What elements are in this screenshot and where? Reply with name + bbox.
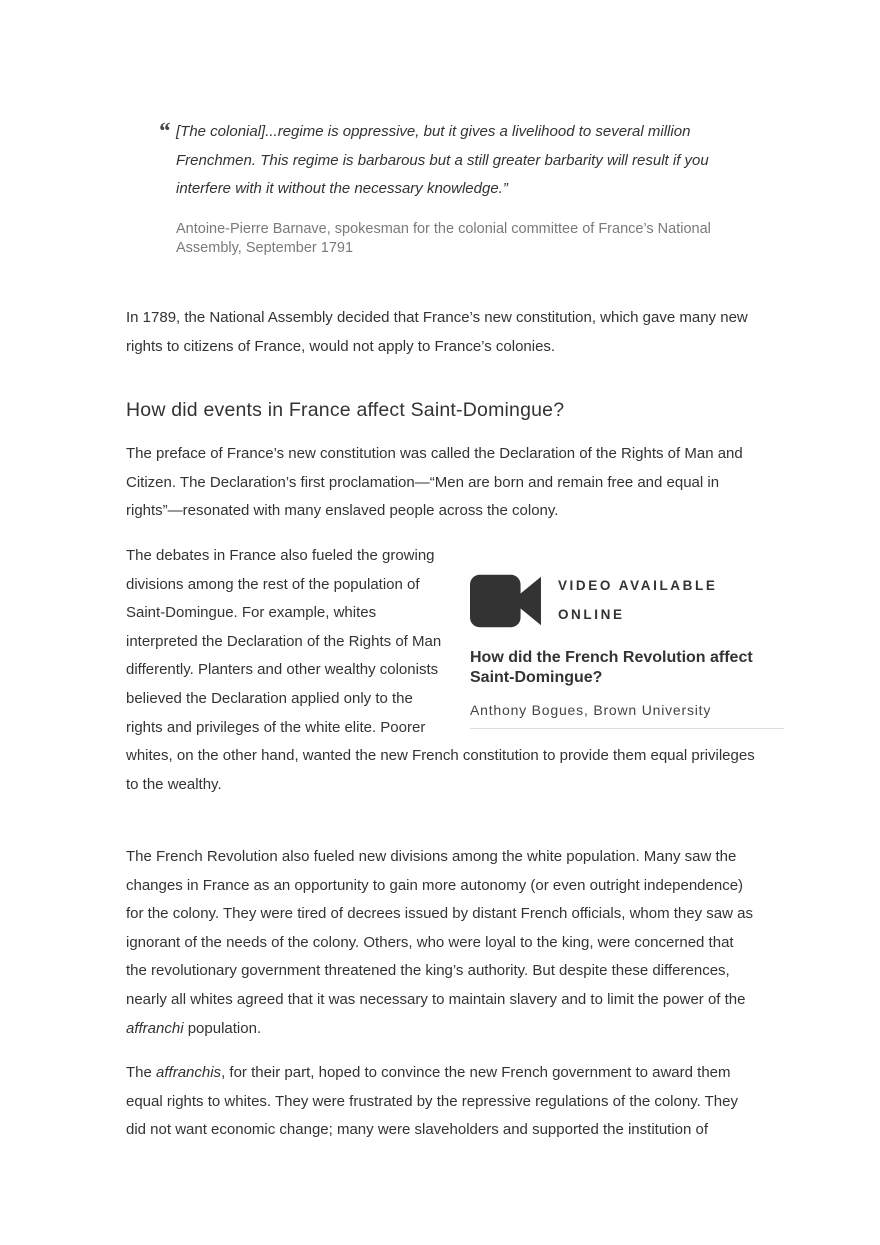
affranchis-term: affranchis	[156, 1064, 222, 1081]
video-header[interactable]	[470, 574, 784, 628]
preface-paragraph: The preface of France’s new constitution was called the Declaration of the Rights of Man and Citizen. The Declaration’s first proclamation—“Men are born and remain free and equal in rights”—resonated with many enslaved people across the colony.	[126, 445, 743, 520]
affranchis-paragraph-start: The	[126, 1064, 157, 1081]
debates-paragraph: The debates in France also fueled the growing divisions among the rest of the population of Saint-Domingue. For example, whites interpreted the Declaration of the Rights of Man differently. Planters and other wealthy colonists believed the Declaration applied only to the rights and privileges of the white elite. Poorer whites, on the other hand, wanted the new French constitution to provide them equal privileges to the wealthy.	[126, 547, 755, 793]
section-heading: How did events in France affect Saint-Domingue?	[126, 399, 565, 421]
quote-text: [The colonial]...regime is oppressive, but it gives a livelihood to several million Frenchmen. This regime is barbarous but a still greater barbarity will result if you interfere with it without the necessary knowledge.”	[176, 123, 709, 197]
intro-paragraph: In 1789, the National Assembly decided that France’s new constitution, which gave many new rights to citizens of France, would not apply to France’s colonies.	[126, 309, 748, 355]
epigraph-quote	[158, 118, 728, 258]
video-available-label[interactable]: VIDEO AVAILABLE ONLINE	[557, 578, 718, 622]
video-title[interactable]: How did the French Revolution affect Saint-Domingue?	[470, 649, 753, 686]
quote-attribution: Antoine-Pierre Barnave, spokesman for the colonial committee of France’s National Assembly, September 1791	[176, 220, 711, 256]
affranchis-paragraph	[126, 1059, 758, 1145]
affranchis-paragraph-text: , for their part, hoped to convince the new French government to award them equal rights to whites. They were frustrated by the repressive regulations of the colony. They did not want economic change; many were slaveholders and supported the institution of	[126, 1064, 738, 1139]
revolution-paragraph-text: The French Revolution also fueled new divisions among the white population. Many saw the changes in France as an opportunity to gain more autonomy (or even outright independence) for the colony. They were tired of decrees issued by distant French officials, whom they saw as ignorant of the needs of the colony. Others, who were loyal to the king, were concerned that the revolutionary government threatened the king’s authority. But despite these differences, nearly all whites agreed that it was necessary to maintain slavery and to limit the power of the	[126, 848, 753, 1008]
affranchi-term: affranchi	[126, 1019, 184, 1037]
revolution-paragraph-end: population.	[183, 1019, 262, 1037]
video-camera-icon[interactable]	[470, 574, 542, 628]
debates-section	[126, 542, 758, 799]
video-card[interactable]	[470, 574, 784, 729]
video-credit: Anthony Bogues, Brown University	[470, 702, 712, 718]
revolution-paragraph	[126, 843, 758, 1043]
quote-mark-icon: “	[158, 119, 170, 145]
